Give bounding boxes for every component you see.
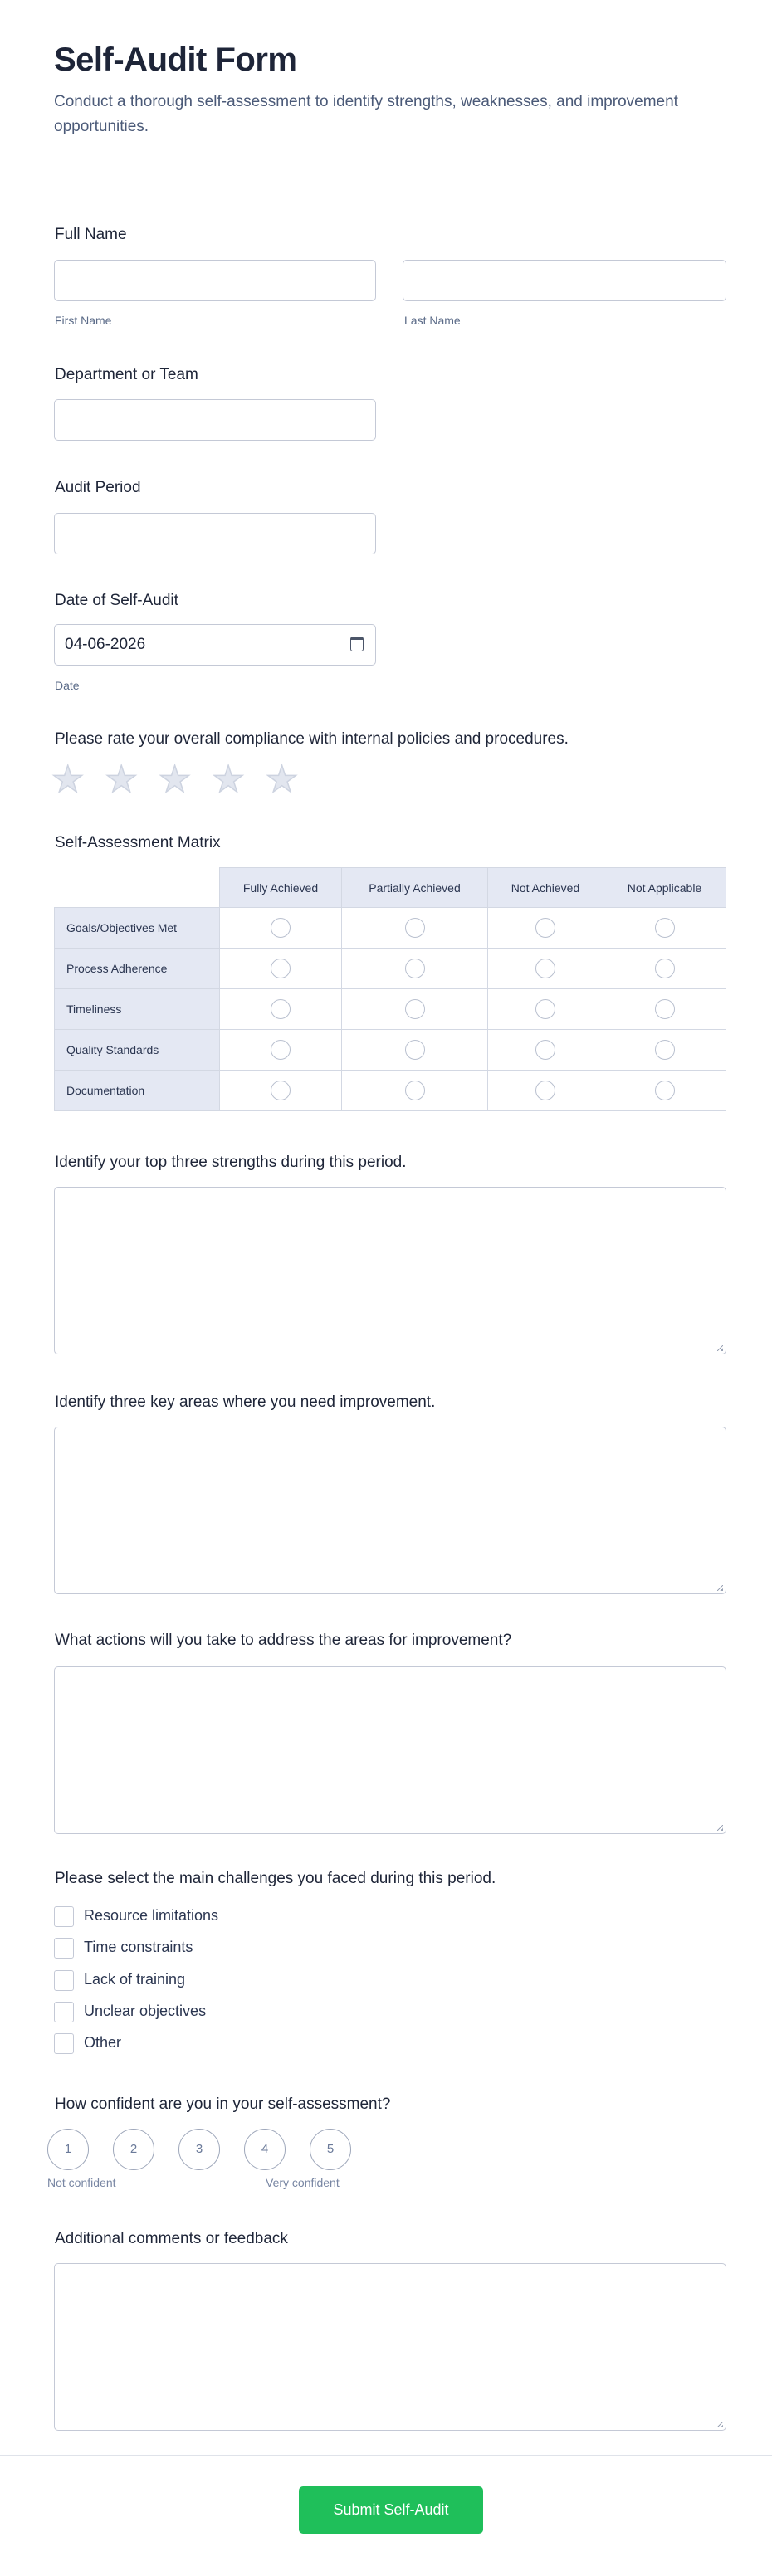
actions-label: What actions will you take to address the areas for improvement? xyxy=(55,1632,512,1649)
challenge-checkbox[interactable] xyxy=(54,1906,74,1927)
matrix-row-label: Documentation xyxy=(54,1071,220,1111)
date-value: 04-06-2026 xyxy=(65,636,146,653)
matrix-column-header: Not Applicable xyxy=(603,867,726,908)
date-label: Date of Self-Audit xyxy=(55,592,178,609)
matrix-corner xyxy=(54,867,220,908)
star-icon[interactable]: ★ xyxy=(265,759,299,800)
matrix-row xyxy=(54,1071,726,1111)
page-title: Self-Audit Form xyxy=(54,41,297,78)
page-subtitle: Conduct a thorough self-assessment to identify strengths, weaknesses, and improvement opportunities. xyxy=(54,93,678,135)
department-label: Department or Team xyxy=(55,366,198,383)
first-name-sublabel: First Name xyxy=(55,314,112,327)
matrix-row-label: Process Adherence xyxy=(54,949,220,989)
confidence-option[interactable]: 3 xyxy=(178,2129,220,2170)
star-icon[interactable]: ★ xyxy=(51,759,85,800)
challenge-option-label: Time constraints xyxy=(84,1939,193,1955)
confidence-option[interactable]: 2 xyxy=(113,2129,154,2170)
matrix-radio[interactable] xyxy=(405,959,425,978)
matrix-column-header: Fully Achieved xyxy=(220,867,342,908)
matrix-radio[interactable] xyxy=(535,959,555,978)
matrix-radio[interactable] xyxy=(405,1040,425,1060)
date-sublabel: Date xyxy=(55,679,80,692)
matrix-radio[interactable] xyxy=(655,959,675,978)
challenge-checkbox[interactable] xyxy=(54,1938,74,1959)
matrix-column-header: Partially Achieved xyxy=(342,867,488,908)
matrix-radio[interactable] xyxy=(535,1081,555,1100)
matrix-radio[interactable] xyxy=(655,1081,675,1100)
matrix-row-label: Quality Standards xyxy=(54,1030,220,1071)
matrix-radio[interactable] xyxy=(535,918,555,938)
matrix-radio[interactable] xyxy=(271,1081,291,1100)
matrix-row xyxy=(54,908,726,949)
matrix-row xyxy=(54,1030,726,1071)
matrix-row xyxy=(54,949,726,989)
footer-divider xyxy=(0,2455,772,2456)
full-name-label: Full Name xyxy=(55,226,127,243)
challenge-option-label: Lack of training xyxy=(84,1971,186,1988)
matrix-radio[interactable] xyxy=(271,999,291,1019)
improvement-label: Identify three key areas where you need improvement. xyxy=(55,1393,436,1411)
comments-textarea[interactable] xyxy=(54,2263,726,2431)
star-icon[interactable]: ★ xyxy=(105,759,138,800)
matrix-radio[interactable] xyxy=(535,999,555,1019)
star-icon[interactable]: ★ xyxy=(158,759,192,800)
date-input[interactable] xyxy=(54,624,376,666)
last-name-sublabel: Last Name xyxy=(404,314,461,327)
strengths-label: Identify your top three strengths during this period. xyxy=(55,1154,407,1171)
matrix-radio[interactable] xyxy=(405,1081,425,1100)
matrix-radio[interactable] xyxy=(405,999,425,1019)
calendar-icon[interactable] xyxy=(350,637,364,651)
challenge-option-label: Resource limitations xyxy=(84,1907,219,1924)
rating-label: Please rate your overall compliance with internal policies and procedures. xyxy=(55,730,569,748)
confidence-min-label: Not confident xyxy=(47,2176,116,2189)
assessment-matrix xyxy=(54,867,726,1111)
matrix-radio[interactable] xyxy=(535,1040,555,1060)
confidence-option[interactable]: 4 xyxy=(244,2129,286,2170)
confidence-option[interactable]: 5 xyxy=(310,2129,351,2170)
matrix-radio[interactable] xyxy=(655,1040,675,1060)
matrix-row xyxy=(54,989,726,1030)
matrix-radio[interactable] xyxy=(655,918,675,938)
challenge-checkbox[interactable] xyxy=(54,2033,74,2054)
challenge-option-label: Other xyxy=(84,2034,122,2051)
confidence-label: How confident are you in your self-assessment? xyxy=(55,2095,391,2113)
challenge-checkbox[interactable] xyxy=(54,1970,74,1991)
matrix-radio[interactable] xyxy=(655,999,675,1019)
matrix-row-label: Timeliness xyxy=(54,989,220,1030)
strengths-textarea[interactable] xyxy=(54,1187,726,1354)
comments-label: Additional comments or feedback xyxy=(55,2230,288,2247)
matrix-radio[interactable] xyxy=(405,918,425,938)
actions-textarea[interactable] xyxy=(54,1666,726,1834)
first-name-input[interactable] xyxy=(54,260,376,301)
challenge-checkbox[interactable] xyxy=(54,2002,74,2022)
confidence-max-label: Very confident xyxy=(266,2176,340,2189)
audit-period-input[interactable] xyxy=(54,513,376,554)
challenge-option-label: Unclear objectives xyxy=(84,2003,207,2019)
submit-button[interactable]: Submit Self-Audit xyxy=(299,2486,483,2534)
improvement-textarea[interactable] xyxy=(54,1427,726,1594)
star-rating xyxy=(51,759,299,800)
matrix-label: Self-Assessment Matrix xyxy=(55,834,221,851)
matrix-radio[interactable] xyxy=(271,918,291,938)
confidence-option[interactable]: 1 xyxy=(47,2129,89,2170)
department-input[interactable] xyxy=(54,399,376,441)
matrix-radio[interactable] xyxy=(271,959,291,978)
matrix-radio[interactable] xyxy=(271,1040,291,1060)
matrix-column-header: Not Achieved xyxy=(488,867,603,908)
last-name-input[interactable] xyxy=(403,260,726,301)
challenges-label: Please select the main challenges you faced during this period. xyxy=(55,1870,496,1887)
star-icon[interactable]: ★ xyxy=(212,759,245,800)
matrix-row-label: Goals/Objectives Met xyxy=(54,908,220,949)
audit-period-label: Audit Period xyxy=(55,479,141,496)
